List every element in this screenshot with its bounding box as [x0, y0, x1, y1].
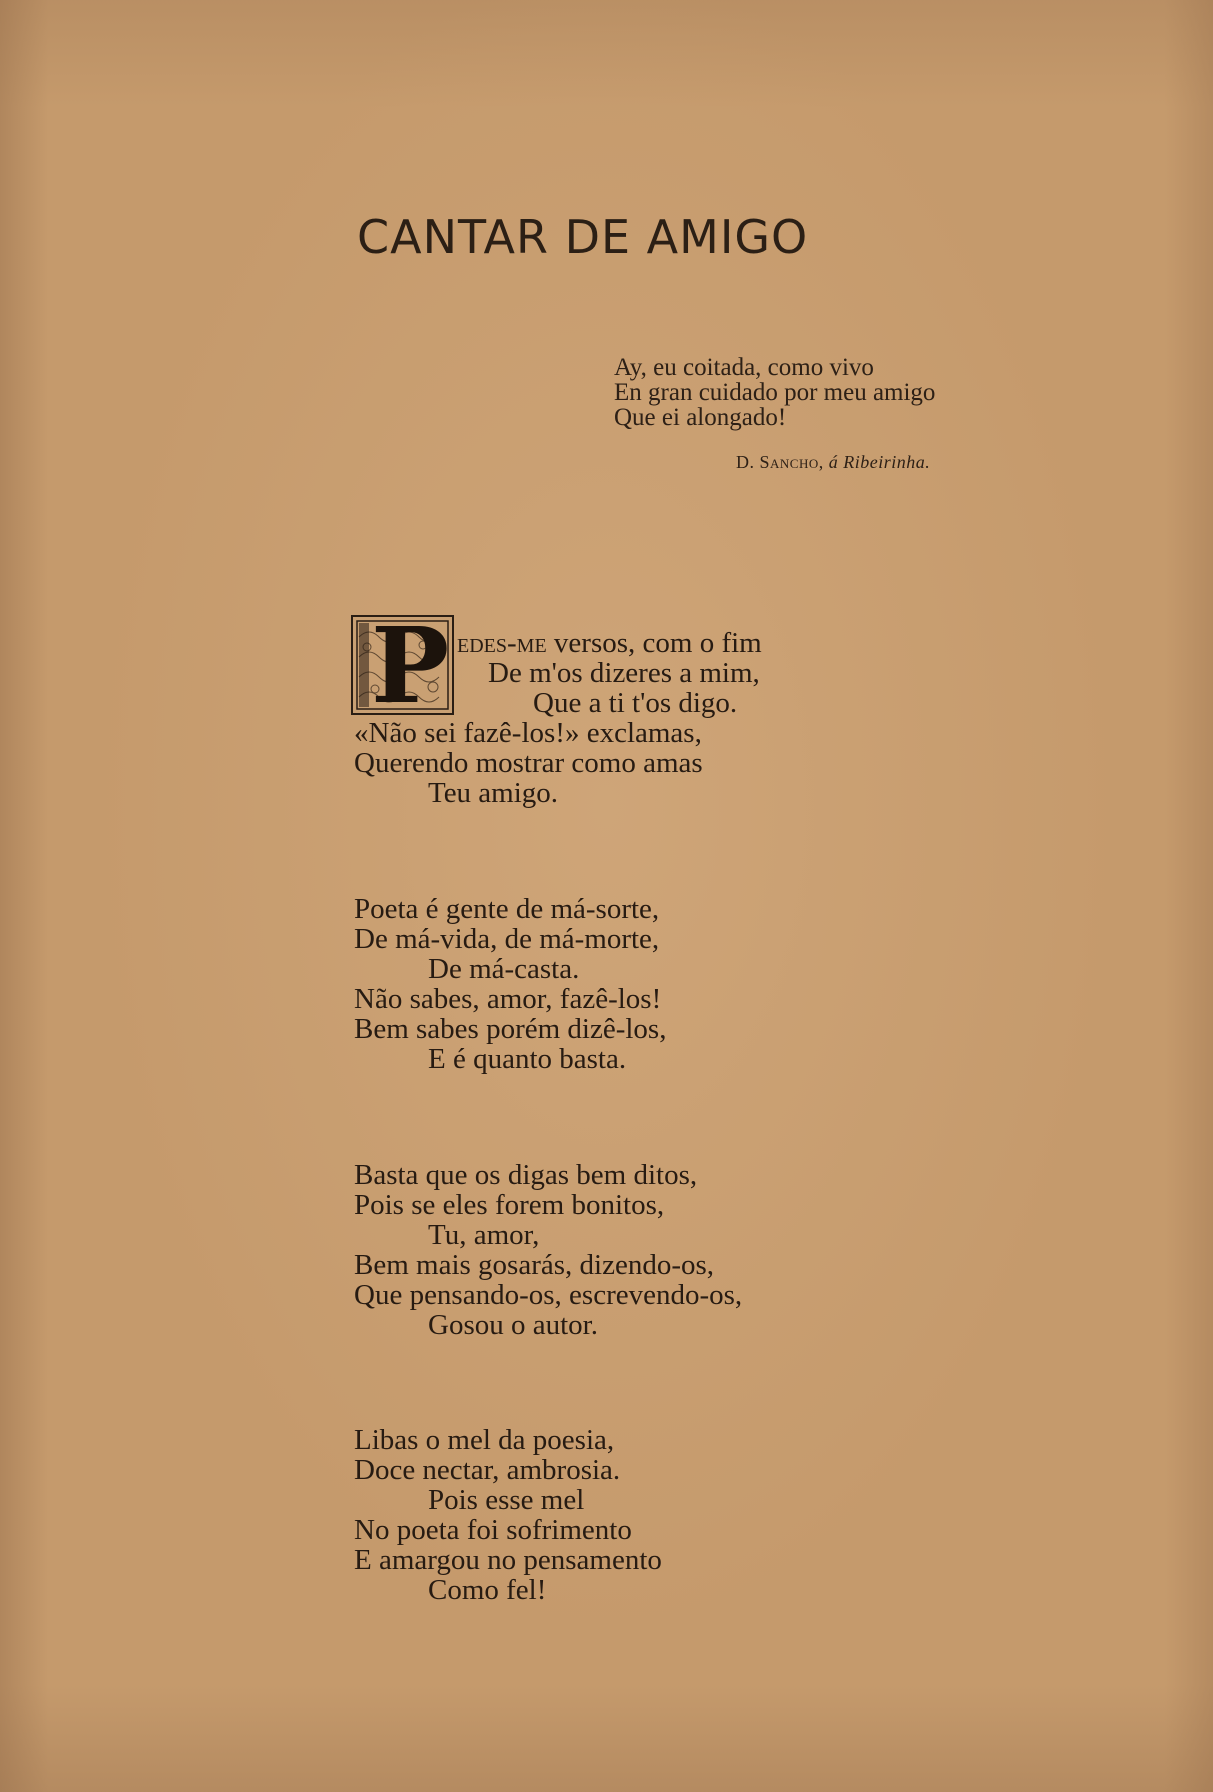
verse-line: E amargou no pensamento [354, 1544, 662, 1576]
verse-line: Que a ti t'os digo. [533, 687, 738, 719]
stanza-1 [354, 628, 762, 808]
verse-line: Libas o mel da poesia, [354, 1424, 615, 1456]
verse-line: Que pensando-os, escrevendo-os, [354, 1279, 743, 1311]
verse-line: «Não sei fazê-los!» exclamas, [354, 717, 702, 749]
stanza-3 [354, 1160, 742, 1340]
verse-line: Pois esse mel [428, 1484, 585, 1516]
verse-line: No poeta foi sofrimento [354, 1514, 632, 1546]
epigraph-line: Ay, eu coitada, como vivo [614, 354, 874, 381]
verse-line: Gosou o autor. [428, 1309, 598, 1341]
verse-line: De má-casta. [428, 953, 580, 985]
verse-line: Como fel! [428, 1574, 547, 1606]
verse-line: Pois se eles forem bonitos, [354, 1189, 665, 1221]
attribution-preposition: á [828, 452, 839, 472]
verse-line: Querendo mostrar como amas [354, 747, 703, 779]
attribution-author: Sancho, [759, 452, 824, 472]
verse-line: Doce nectar, ambrosia. [354, 1454, 621, 1486]
epigraph-line: Que ei alongado! [614, 404, 787, 431]
attribution-prefix: D. [736, 452, 755, 472]
verse-line: Bem sabes porém dizê-los, [354, 1013, 667, 1045]
drop-cap-continuation: edes-me [457, 627, 547, 659]
verse-line: Não sabes, amor, fazê-los! [354, 983, 662, 1015]
verse-line: De má-vida, de má-morte, [354, 923, 660, 955]
verse-line [354, 628, 762, 658]
verse-line: Poeta é gente de má-sorte, [354, 893, 660, 925]
epigraph-line: En gran cuidado por meu amigo [614, 379, 936, 406]
verse-line: Bem mais gosarás, dizendo-os, [354, 1249, 715, 1281]
verse-line: E é quanto basta. [428, 1043, 627, 1075]
verse-line: De m'os dizeres a mim, [488, 657, 760, 689]
verse-line: Tu, amor, [428, 1219, 540, 1251]
epigraph [614, 355, 935, 430]
stanza-4 [354, 1425, 662, 1605]
stanza-2 [354, 894, 666, 1074]
drop-cap-letter: P [371, 604, 450, 727]
verse-line: Basta que os digas bem ditos, [354, 1159, 698, 1191]
epigraph-attribution [736, 452, 930, 473]
poem-title: CANTAR DE AMIGO [357, 210, 809, 264]
verse-text: versos, com o fim [553, 627, 762, 659]
attribution-work: Ribeirinha. [843, 452, 931, 472]
verse-line: Teu amigo. [428, 777, 559, 809]
